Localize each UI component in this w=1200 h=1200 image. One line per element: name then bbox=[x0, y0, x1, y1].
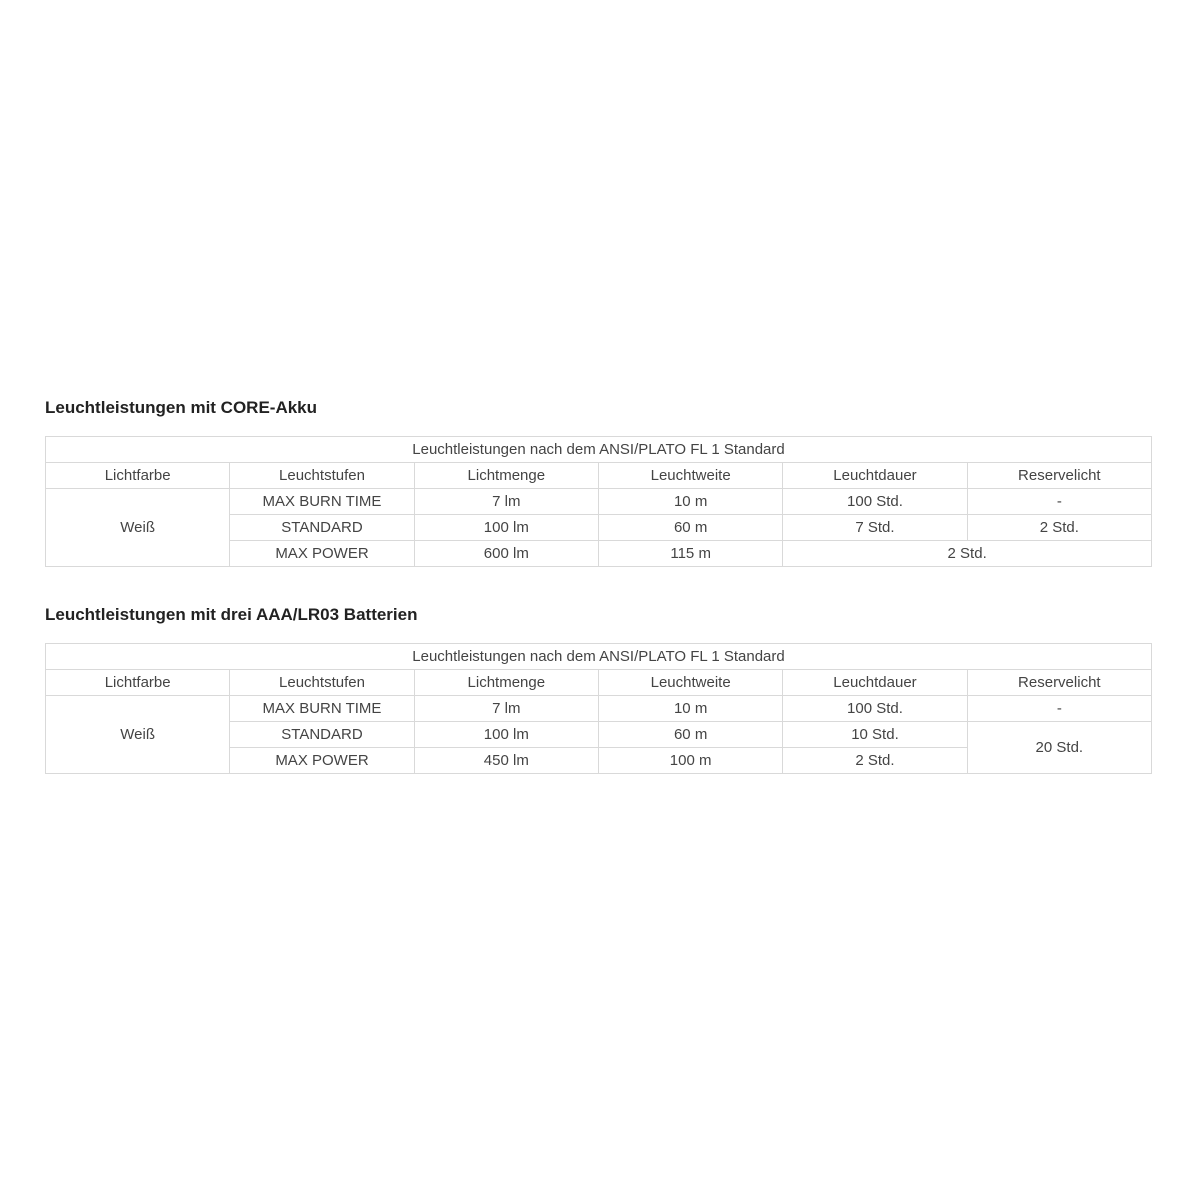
cell-duration: 2 Std. bbox=[783, 748, 967, 774]
cell-level: MAX POWER bbox=[230, 541, 414, 567]
cell-duration: 7 Std. bbox=[783, 515, 967, 541]
header-lichtmenge: Lichtmenge bbox=[414, 670, 598, 696]
cell-duration-reserve: 2 Std. bbox=[783, 541, 1152, 567]
cell-reserve: 2 Std. bbox=[967, 515, 1151, 541]
cell-range: 60 m bbox=[598, 515, 782, 541]
section-aaa-batterien bbox=[45, 603, 1152, 769]
header-leuchtdauer: Leuchtdauer bbox=[783, 670, 967, 696]
section-title: Leuchtleistungen mit drei AAA/LR03 Batterien bbox=[45, 605, 418, 624]
table-row bbox=[46, 696, 1152, 722]
cell-lumen: 450 lm bbox=[414, 748, 598, 774]
section-core-akku bbox=[45, 396, 1152, 562]
cell-reserve: - bbox=[967, 696, 1151, 722]
cell-duration: 100 Std. bbox=[783, 696, 967, 722]
table-header-row bbox=[46, 463, 1152, 489]
cell-lichtfarbe: Weiß bbox=[46, 696, 230, 774]
header-lichtfarbe: Lichtfarbe bbox=[46, 463, 230, 489]
table-caption: Leuchtleistungen nach dem ANSI/PLATO FL 1 Standard bbox=[46, 644, 1152, 670]
header-leuchtweite: Leuchtweite bbox=[598, 670, 782, 696]
cell-range: 115 m bbox=[598, 541, 782, 567]
cell-lichtfarbe: Weiß bbox=[46, 489, 230, 567]
cell-level: MAX BURN TIME bbox=[230, 696, 414, 722]
cell-lumen: 600 lm bbox=[414, 541, 598, 567]
spec-table-core-akku bbox=[45, 436, 1152, 567]
header-leuchtstufen: Leuchtstufen bbox=[230, 670, 414, 696]
header-leuchtweite: Leuchtweite bbox=[598, 463, 782, 489]
cell-level: MAX BURN TIME bbox=[230, 489, 414, 515]
cell-lumen: 7 lm bbox=[414, 489, 598, 515]
header-reservelicht: Reservelicht bbox=[967, 670, 1151, 696]
table-caption-row bbox=[46, 437, 1152, 463]
header-lichtfarbe: Lichtfarbe bbox=[46, 670, 230, 696]
cell-duration: 10 Std. bbox=[783, 722, 967, 748]
cell-range: 10 m bbox=[598, 489, 782, 515]
cell-range: 10 m bbox=[598, 696, 782, 722]
cell-level: MAX POWER bbox=[230, 748, 414, 774]
cell-range: 100 m bbox=[598, 748, 782, 774]
header-leuchtdauer: Leuchtdauer bbox=[783, 463, 967, 489]
cell-duration: 100 Std. bbox=[783, 489, 967, 515]
cell-reserve: - bbox=[967, 489, 1151, 515]
table-caption-row bbox=[46, 644, 1152, 670]
header-reservelicht: Reservelicht bbox=[967, 463, 1151, 489]
cell-lumen: 7 lm bbox=[414, 696, 598, 722]
cell-lumen: 100 lm bbox=[414, 722, 598, 748]
cell-level: STANDARD bbox=[230, 722, 414, 748]
cell-reserve: 20 Std. bbox=[967, 722, 1151, 774]
header-leuchtstufen: Leuchtstufen bbox=[230, 463, 414, 489]
table-caption: Leuchtleistungen nach dem ANSI/PLATO FL 1 Standard bbox=[46, 437, 1152, 463]
table-row bbox=[46, 489, 1152, 515]
spec-table-aaa-batterien bbox=[45, 643, 1152, 774]
table-header-row bbox=[46, 670, 1152, 696]
cell-lumen: 100 lm bbox=[414, 515, 598, 541]
section-title: Leuchtleistungen mit CORE-Akku bbox=[45, 398, 318, 417]
header-lichtmenge: Lichtmenge bbox=[414, 463, 598, 489]
cell-range: 60 m bbox=[598, 722, 782, 748]
cell-level: STANDARD bbox=[230, 515, 414, 541]
